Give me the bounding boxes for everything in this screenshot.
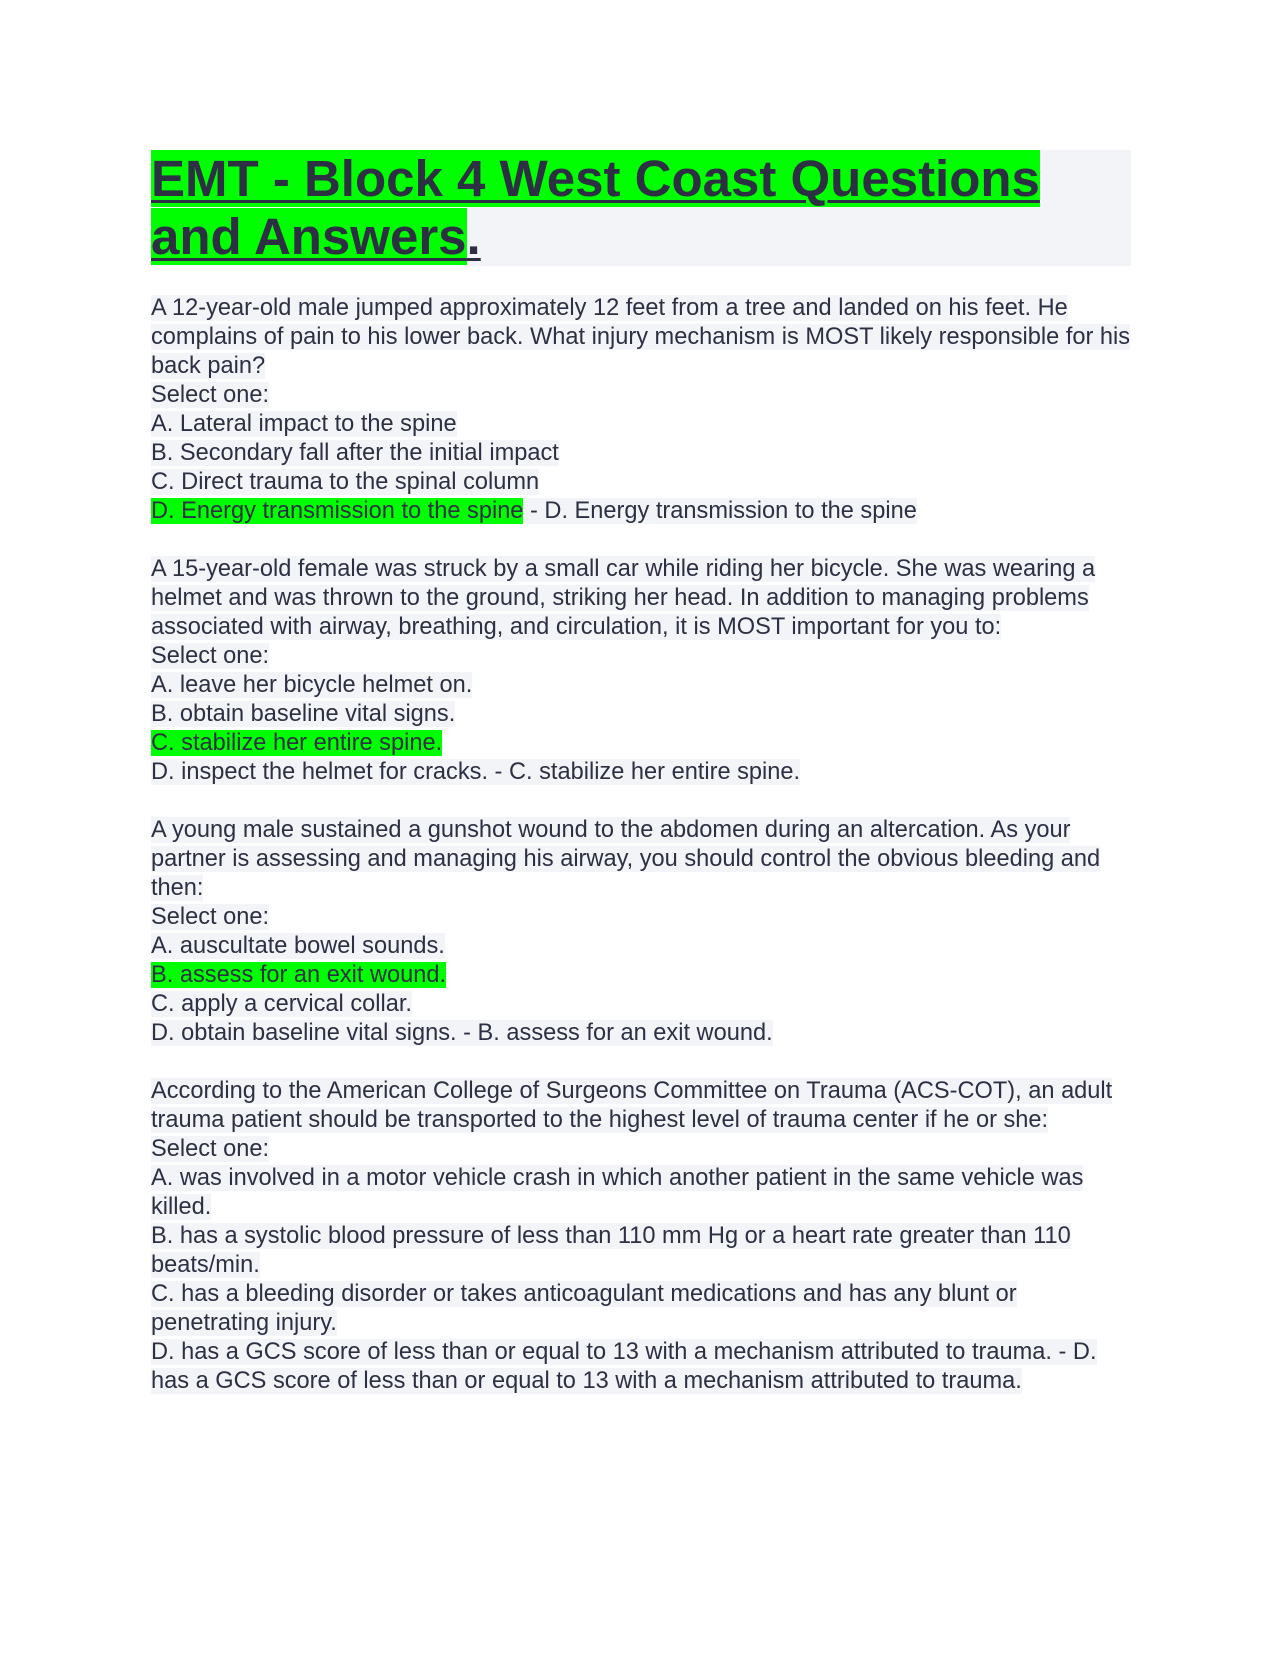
option-b: B. Secondary fall after the initial impact [151, 440, 559, 466]
option-b-correct: B. assess for an exit wound. [151, 962, 447, 988]
question-block [151, 816, 1131, 1048]
option-a: A. Lateral impact to the spine [151, 411, 457, 437]
option-a: A. leave her bicycle helmet on. [151, 672, 473, 698]
answer-text: - D. has a GCS score of less than or equal to 13 with a mechanism attributed to trauma. [151, 1339, 1097, 1394]
option-b: B. obtain baseline vital signs. [151, 701, 456, 727]
question-stem: A young male sustained a gunshot wound to the abdomen during an altercation. As your partner is assessing and managing his airway, you should control the obvious bleeding and then: [151, 817, 1101, 901]
option-c: C. has a bleeding disorder or takes anticoagulant medications and has any blunt or penetrating injury. [151, 1281, 1017, 1336]
document-title [151, 150, 1131, 266]
option-a: A. auscultate bowel sounds. [151, 933, 445, 959]
option-d: D. obtain baseline vital signs. [151, 1020, 457, 1046]
answer-text: - C. stabilize her entire spine. [488, 759, 801, 785]
title-highlight: EMT - Block 4 West Coast Questions and Answers [151, 150, 1040, 265]
option-c: C. Direct trauma to the spinal column [151, 469, 540, 495]
option-b: B. has a systolic blood pressure of less than 110 mm Hg or a heart rate greater than 110 beats/min. [151, 1223, 1071, 1278]
option-d-correct: D. Energy transmission to the spine [151, 498, 524, 524]
select-one-prompt: Select one: [151, 904, 270, 930]
option-d: D. has a GCS score of less than or equal to 13 with a mechanism attributed to trauma. [151, 1339, 1052, 1365]
option-d: D. inspect the helmet for cracks. [151, 759, 488, 785]
question-stem: According to the American College of Surgeons Committee on Trauma (ACS-COT), an adult trauma patient should be transported to the highest level of trauma center if he or she: [151, 1078, 1113, 1133]
answer-text: - D. Energy transmission to the spine [523, 498, 917, 524]
option-c: C. apply a cervical collar. [151, 991, 412, 1017]
question-block [151, 1077, 1131, 1396]
title-period: . [466, 208, 481, 265]
question-stem: A 12-year-old male jumped approximately 12 feet from a tree and landed on his feet. He complains of pain to his lower back. What injury mechanism is MOST likely responsible for his back pain? [151, 295, 1131, 379]
option-a: A. was involved in a motor vehicle crash in which another patient in the same vehicle was killed. [151, 1165, 1084, 1220]
question-block [151, 555, 1131, 787]
select-one-prompt: Select one: [151, 382, 270, 408]
answer-text: - B. assess for an exit wound. [456, 1020, 773, 1046]
option-c-correct: C. stabilize her entire spine. [151, 730, 443, 756]
question-stem: A 15-year-old female was struck by a small car while riding her bicycle. She was wearing a helmet and was thrown to the ground, striking her head. In addition to managing problems associated with airway, breathing, and circulation, it is MOST important for you to: [151, 556, 1096, 640]
select-one-prompt: Select one: [151, 643, 270, 669]
select-one-prompt: Select one: [151, 1136, 270, 1162]
question-block [151, 294, 1131, 526]
document-page [151, 150, 1131, 1396]
